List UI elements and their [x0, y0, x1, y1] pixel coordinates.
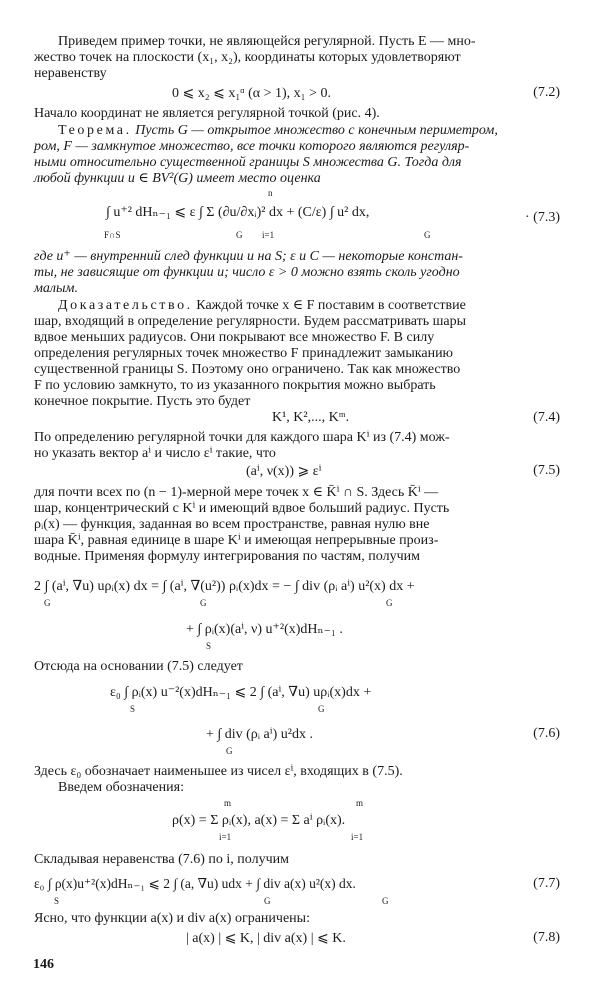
formula-parts-cont: + ∫ ρᵢ(x)(aⁱ, ν) u⁺²(x)dHₙ₋₁ . — [186, 622, 343, 637]
text-line: неравенству — [34, 66, 107, 81]
formula-7-8: | a(x) | ⩽ K, | div a(x) | ⩽ K. — [186, 931, 346, 946]
theorem-line — [34, 123, 560, 140]
text-line: шара K̄ⁱ, равная единице в шаре Kⁱ и имеющая непрерывные произ- — [34, 533, 439, 548]
text-line: Ясно, что функции a(x) и div a(x) ограничены: — [34, 911, 310, 926]
text-line: ρᵢ(x) — функция, заданная во всем пространстве, равная нулю вне — [34, 517, 430, 532]
theorem-line: ром, F — замкнутое множество, все точки которого являются регуляр- — [34, 139, 470, 154]
integral-subscript: G — [44, 598, 51, 608]
text-line: Введем обозначения: — [58, 780, 184, 795]
integral-subscript: G — [200, 598, 207, 608]
text-line: водные. Применяя формулу интегрирования по частям, получим — [34, 549, 420, 564]
integral-subscript: F∩S — [104, 230, 121, 240]
formula-7-6: ε₀ ∫ ρᵢ(x) u⁻²(x)dHₙ₋₁ ⩽ 2 ∫ (aⁱ, ∇u) uρᵢ(x)dx + — [110, 685, 372, 700]
text-line: шар, входящий в определение регулярности. Будем рассматривать шары — [34, 314, 467, 329]
text-line: где u⁺ — внутренний след функции u на S; ε и C — некоторые констан- — [34, 249, 463, 264]
formula-7-2: 0 ⩽ x₂ ⩽ x₁ᵅ (α > 1), x₁ > 0. — [172, 86, 331, 101]
text-line: Начало координат не является регулярной точкой (рис. 4). — [34, 106, 380, 121]
integral-subscript: G — [382, 896, 389, 906]
equation-number: (7.8) — [533, 930, 560, 945]
theorem-text: Пусть G — открытое множество с конечным периметром, — [131, 123, 498, 138]
equation-number: (7.5) — [533, 463, 560, 478]
text-line: Приведем пример точки, не являющейся регулярной. Пусть E — мно- — [58, 34, 476, 49]
theorem-line: ными относительно существенной границы S множества G. Тогда для — [34, 155, 462, 170]
equation-number: (7.6) — [533, 726, 560, 741]
integral-subscript: G — [226, 746, 233, 756]
sum-upper-limit: m — [224, 798, 232, 808]
equation-number: (7.4) — [533, 410, 560, 425]
sum-lower-limit: i=1 — [351, 832, 364, 842]
integral-subscript: G — [236, 230, 243, 240]
text-line: малым. — [34, 281, 78, 296]
integral-subscript: S — [206, 641, 212, 651]
equation-number: · (7.3) — [525, 210, 560, 225]
proof-heading: Доказательство. — [58, 298, 193, 313]
text-line: но указать вектор aⁱ и число εⁱ такие, что — [34, 446, 276, 461]
formula-7-4: K¹, K²,..., Kᵐ. — [272, 410, 350, 425]
text-line: существенной границы S. Поэтому оно ограничено. Так как множество — [34, 362, 461, 377]
formula-7-3 — [106, 204, 369, 221]
formula-7-7: ε₀ ∫ ρ(x)u⁺²(x)dHₙ₋₁ ⩽ 2 ∫ (a, ∇u) udx + ∫ div a(x) u²(x) dx. — [34, 876, 356, 891]
text-line: F по условию замкнуто, то из указанного покрытия можно выбрать — [34, 378, 436, 393]
text-line: шар, концентрический с Kⁱ и имеющий вдвое больший радиус. Пусть — [34, 501, 450, 516]
sum-upper-limit: n — [268, 188, 273, 198]
formula-body: ∫ u⁺² dHₙ₋₁ ⩽ ε ∫ Σ (∂u/∂xᵢ)² dx + (C/ε) ∫ u² dx, — [106, 205, 370, 220]
integral-subscript: G — [264, 896, 271, 906]
equation-number: (7.2) — [533, 85, 560, 100]
theorem-heading: Теорема. — [58, 123, 132, 138]
proof-text: Каждой точке x ∈ F поставим в соответствие — [192, 298, 466, 313]
text-line: конечное покрытие. Пусть это будет — [34, 394, 251, 409]
sum-upper-limit: m — [356, 798, 364, 808]
sum-lower-limit: i=1 — [262, 230, 275, 240]
text-line: По определению регулярной точки для каждого шара Kⁱ из (7.4) мож- — [34, 430, 450, 445]
formula-definitions: ρ(x) = Σ ρᵢ(x), a(x) = Σ aⁱ ρᵢ(x). — [172, 813, 346, 828]
equation-number: (7.7) — [533, 876, 560, 891]
integral-subscript: S — [130, 704, 136, 714]
page-number: 146 — [33, 957, 54, 972]
proof-line — [34, 298, 560, 315]
sum-lower-limit: i=1 — [219, 832, 232, 842]
formula-7-6-cont: + ∫ div (ρᵢ aⁱ) u²dx . — [206, 727, 313, 742]
text-line: жество точек на плоскости (x₁, x₂), координаты которых удовлетворяют — [34, 50, 461, 65]
text-line: Отсюда на основании (7.5) следует — [34, 659, 243, 674]
text-line: определения регулярных точек множество F принадлежит замыканию — [34, 346, 454, 361]
text-line: ты, не зависящие от функции u; число ε > 0 можно взять сколь угодно — [34, 265, 460, 280]
integral-subscript: G — [386, 598, 393, 608]
integral-subscript: G — [318, 704, 325, 714]
formula-7-5: (aⁱ, ν(x)) ⩾ εⁱ — [246, 464, 322, 479]
text-line: вдвое меньших радиусов. Они покрывают все множество F. В силу — [34, 330, 435, 345]
text-line: для почти всех по (n − 1)-мерной мере точек x ∈ K̄ⁱ ∩ S. Здесь K̄ⁱ — — [34, 485, 439, 500]
formula-parts: 2 ∫ (aⁱ, ∇u) uρᵢ(x) dx = ∫ (aⁱ, ∇(u²)) ρᵢ(x)dx = − ∫ div (ρᵢ aⁱ) u²(x) dx + — [34, 579, 415, 594]
text-line: Здесь ε₀ обозначает наименьшее из чисел εⁱ, входящих в (7.5). — [34, 764, 403, 779]
integral-subscript: G — [424, 230, 431, 240]
integral-subscript: S — [54, 896, 60, 906]
text-line: Складывая неравенства (7.6) по i, получим — [34, 852, 289, 867]
theorem-line: любой функции u ∈ BV²(G) имеет место оценка — [34, 171, 321, 186]
